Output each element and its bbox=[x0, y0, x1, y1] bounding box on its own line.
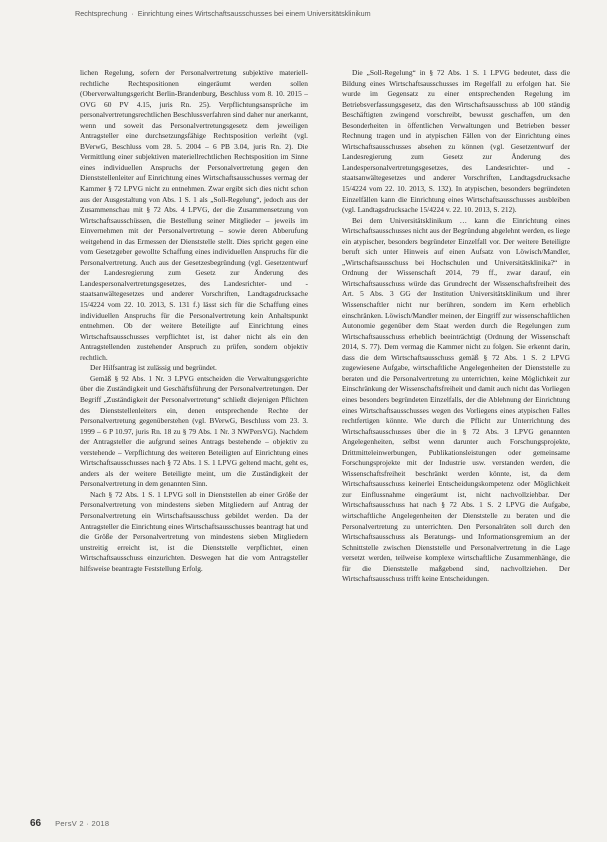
header-separator: · bbox=[131, 9, 134, 18]
paragraph: Bei dem Universitätsklinikum … kann die Einrichtung eines Wirtschaftsausschusses nicht aus der Begründung abgelehnt werden, es liege ein atypischer, besonders begründeter Einzelfall vor. Der weitere Beteiligte beruft sich unter Hinweis auf einen Aufsatz von Löwisch/Mandler, „Wirtschaftsausschuss bei Hochschulen und Universitätsklinika?“ in Ordnung der Wissenschaft 2014, 79 ff., zwar darauf, ein Wirtschaftsausschuss würde das Grundrecht der Wissenschaftsfreiheit des Art. 5 Abs. 3 GG der Institution Universitätsklinikum und ihrer Wissenschaftler nicht nur berühren, sondern im Kern erheblich einschränken. Löwisch/Mandler meinen, der Eingriff zur wissenschaftlichen Autonomie gegenüber dem Staat werden durch die Regelungen zum Wirtschaftsausschuss erheblich beeinträchtigt (Ordnung der Wissenschaft 2014, S. 77). Dem vermag die Kammer nicht zu folgen. Sie erkennt darin, dass die dem Wirtschaftsausschuss gemäß § 72 Abs. 1 S. 2 LPVG zugewiesene Aufgabe, wirtschaftliche Angelegenheiten der Dienststelle zu beraten und die Personalvertretung zu unterrichten, keine Möglichkeit zur Einschränkung der Wissenschaftsfreiheit und damit auch nicht das Vorliegen eines besonders begründeten Einzelfalls, der die Ablehnung der Einrichtung eines Wirtschaftsausschusses wegen des Vorliegens eines atypischen Falles rechtfertigen könnte. Wie durch die Pflicht zur Unterrichtung des Wirtschaftsausschusses über die in § 72 Abs. 3 LPVG genannten Angelegenheiten, selbst wenn darunter auch Forschungsprojekte, Drittmitteleinwerbungen, Publikationsleistungen oder gemeinsame Forschungsprojekte mit der Industrie usw. verstanden werden, die Wissenschaftsfreiheit beschränkt werden könnte, ist, da dem Wirtschaftsausschuss keinerlei Entscheidungskompetenz oder Möglichkeit zur Einflussnahme eingeräumt ist, nicht nachvollziehbar. Der Wirtschaftsausschuss hat nach § 72 Abs. 1 S. 2 LPVG die Aufgabe, wirtschaftliche Angelegenheiten der Dienststelle zu beraten und die Personalvertretung zu unterrichten. Den Personalräten soll durch den Wirtschaftsausschuss als Beratungs- und Informationsgremium an der Schnittstelle zwischen Dienststelle und Personalvertretung in die Lage versetzt werden, teilweise komplexe wirtschaftliche Zusammenhänge, die für die Dienststelle maßgebend sind, nachvollziehen. Der Wirtschaftsausschuss trifft keine Entscheidungen. bbox=[342, 215, 570, 584]
paragraph: Der Hilfsantrag ist zulässig und begründet. bbox=[90, 363, 217, 373]
header-title: Einrichtung eines Wirtschaftsausschusses bei einem Universitätsklinikum bbox=[137, 9, 371, 18]
running-header bbox=[75, 9, 545, 18]
paragraph: Die „Soll-Regelung“ in § 72 Abs. 1 S. 1 LPVG bedeutet, dass die Bildung eines Wirtschaftsausschusses im Regelfall zu erfolgen hat. Sie wurde im Gegensatz zu einer entsprechenden Regelung im Betriebsverfassungsgesetz, das den Wirtschaftsausschuss ab 100 ständig Beschäftigten zwingend vorschreibt, bewusst geschaffen, um den Besonderheiten in öffentlichen Verwaltungen und Betrieben besser Rechnung tragen und in atypischen Fällen von der Einrichtung eines Wirtschaftsausschusses absehen zu können (vgl. Gesetzentwurf der Landesregierung zum Gesetz zur Änderung des Landespersonalvertretungsgesetzes, des Landesrichter- und -staatsanwältegesetzes und anderer Vorschriften, Landtagsdrucksache 15/4224 vom 22. 10. 2013, S. 132). In atypischen, besonders begründeten Einzelfällen kann die Einrichtung eines Wirtschaftsausschusses ausbleiben (vgl. Landtagsdrucksache 15/4224 v. 22. 10. 2013, S. 212). bbox=[342, 68, 570, 215]
paragraph: Gemäß § 92 Abs. 1 Nr. 3 LPVG entscheiden die Verwaltungsgerichte über die Zuständigkeit und Geschäftsführung der Personalvertretungen. Der Begriff „Zuständigkeit der Personalvertretung“ schließt diejenigen Pflichten des Dienststellenleiters ein, denen entsprechende Rechte der Personalvertretung gegenüberstehen (vgl. BVerwG, Beschluss vom 23. 3. 1999 – 6 P 10.97, juris Rn. 18 zu § 79 Abs. 1 Nr. 3 NWPersVG). Nachdem der Antragsteller die aufgrund seines Antrags bestehende – objektiv zu verstehende – Verpflichtung des weiteren Beteiligten auf Einrichtung eines Wirtschaftsausschusses nach § 72 Abs. 1 S. 1 LPVG geltend macht, geht es, anders als der weitere Beteiligte meint, um die Zuständigkeit der Personalvertretung in dem genannten Sinn. bbox=[80, 373, 308, 489]
header-section: Rechtsprechung bbox=[75, 9, 128, 18]
left-column bbox=[80, 68, 308, 574]
right-column bbox=[342, 68, 570, 585]
journal-name: PersV 2 · 2018 bbox=[55, 819, 110, 828]
page-number: 66 bbox=[30, 818, 42, 829]
page-footer bbox=[30, 818, 109, 829]
paragraph: Nach § 72 Abs. 1 S. 1 LPVG soll in Dienststellen ab einer Größe der Personalvertretung von mindestens sieben Mitgliedern auf Antrag der Personalvertretung ein Wirtschaftsausschuss gebildet werden. Da der Antragsteller die Einrichtung eines Wirtschaftsausschusses beantragt hat und die Größe der Personalvertretung von mindestens sieben Mitgliedern unstreitig erreicht ist, ist die Dienststelle verpflichtet, einen Wirtschaftsausschuss einzurichten. Deswegen hat die vom Antragsteller hilfsweise beantragte Feststellung Erfolg. bbox=[80, 489, 308, 573]
paragraph: lichen Regelung, sofern der Personalvertretung subjektive materiell-rechtliche Rechtspositionen eingeräumt werden sollen (Oberverwaltungsgericht Berlin-Brandenburg, Beschluss vom 8. 10. 2015 – OVG 60 PV 4.15, juris Rn. 25). Verpflichtungsansprüche im personalvertretungsrechtlichen Beschlussverfahren sind daher nur anerkannt, wenn und soweit das Personalvertretungsgesetz dem jeweiligen Antragsteller eine durchsetzungsfähige Rechtsposition verleiht (vgl. BVerwG, Beschluss vom 28. 5. 2004 – 6 PB 3.04, juris Rn. 2). Die Vermittlung einer subjektiven materiellrechtlichen Rechtsposition im Sinne eines individuellen Anspruchs der Personalvertretung gegen den Dienststellenleiter auf Einrichtung eines Wirtschaftsausschusses vermag der Kammer § 72 LPVG nicht zu entnehmen. Zwar ergibt sich dies nicht schon aus der Ausgestaltung von Abs. 1 S. 1 als „Soll-Regelung“, jedoch aus der Zusammenschau mit § 72 Abs. 4 LPVG, der die Zusammensetzung von Wirtschaftsausschüssen, die Bestellung seiner Mitglieder – jeweils im Einvernehmen mit der Personalvertretung – sowie deren Abberufung weitgehend in das Ermessen der Dienststelle stellt. Dies spricht gegen eine vom Gesetzgeber gewollte Schaffung eines individuellen Anspruchs für die Personalvertretung. Auch aus der Gesetzesbegründung (vgl. Gesetzentwurf der Landesregierung zum Gesetz zur Änderung des Landespersonalvertretungsgesetzes, des Landesrichter- und -staatsanwältegesetzes und anderer Vorschriften, Landtagsdrucksache 15/4224 vom 22. 10. 2013, S. 131 f.) lässt sich für die Schaffung eines individuellen Anspruchs für die Personalvertretung kein Anhaltspunkt entnehmen. Ob der weitere Beteiligte auf Einrichtung eines Wirtschaftsausschusses verpflichtet ist, ist daher nicht als ein den Antragstellenden zustehender Anspruch zu prüfen, sondern objektiv rechtlich. bbox=[80, 68, 308, 362]
